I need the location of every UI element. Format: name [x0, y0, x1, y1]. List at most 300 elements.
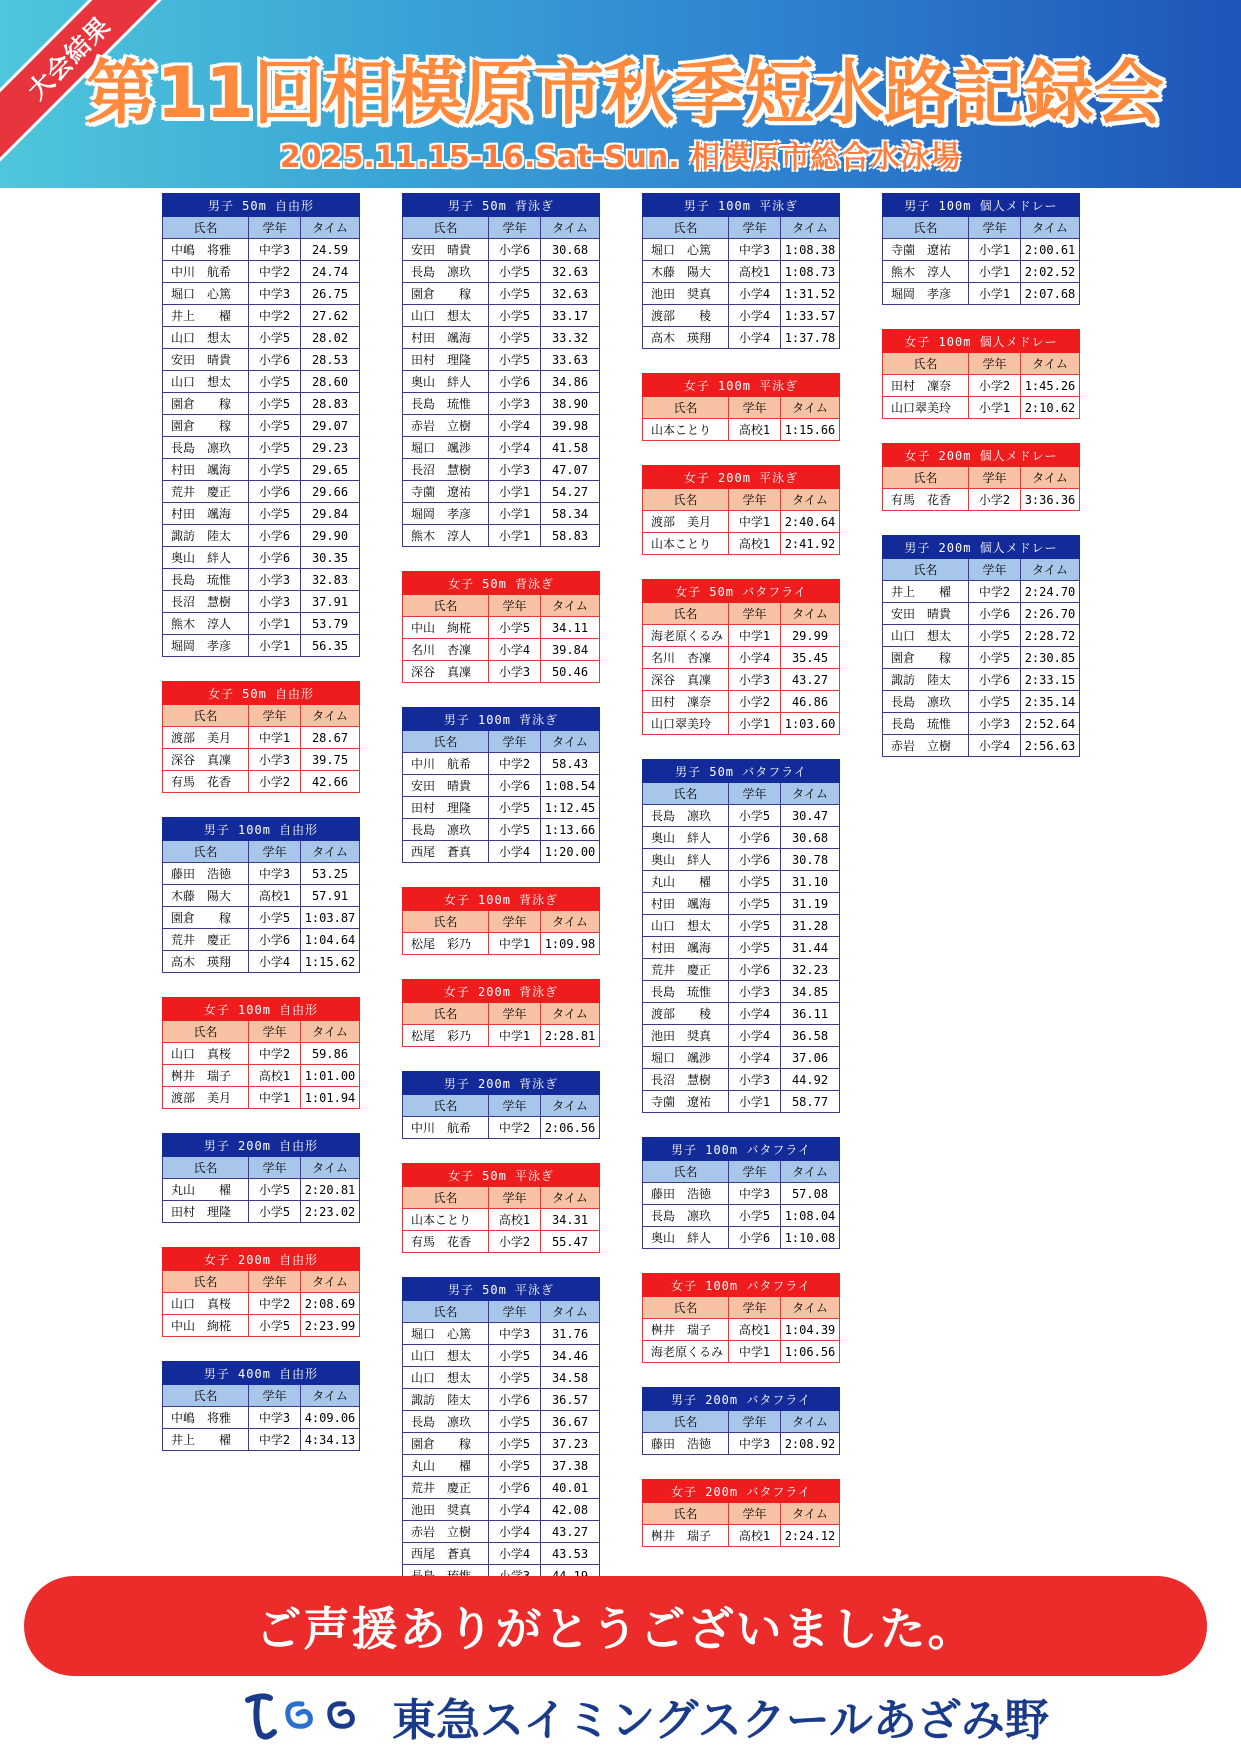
event-result-table — [642, 1273, 840, 1363]
table-row — [163, 415, 360, 437]
swimmer-grade: 高校1 — [489, 1209, 541, 1231]
table-row — [643, 261, 840, 283]
swimmer-grade: 小学3 — [249, 591, 301, 613]
swim-time: 29.07 — [301, 415, 360, 437]
column-header-row — [643, 1411, 840, 1433]
column-header-row — [643, 217, 840, 239]
table-row — [643, 871, 840, 893]
table-row — [403, 1231, 600, 1253]
table-row — [403, 327, 600, 349]
event-title-row — [403, 1278, 600, 1301]
swim-time: 39.98 — [541, 415, 600, 437]
swim-time: 31.28 — [781, 915, 840, 937]
event-result-table — [402, 707, 600, 863]
time-header: タイム — [1021, 353, 1080, 375]
table-row — [403, 1455, 600, 1477]
tss-logo-icon — [240, 1686, 380, 1746]
swim-time: 34.86 — [541, 371, 600, 393]
time-header: タイム — [781, 1503, 840, 1525]
table-row — [403, 371, 600, 393]
swimmer-grade: 小学5 — [249, 907, 301, 929]
swimmer-name: 長島 凛玖 — [163, 437, 249, 459]
swim-time: 30.47 — [781, 805, 840, 827]
table-row — [883, 603, 1080, 625]
swim-time: 2:40.64 — [781, 511, 840, 533]
table-row — [163, 283, 360, 305]
event-title-row — [883, 194, 1080, 217]
swimmer-grade: 小学5 — [489, 261, 541, 283]
swimmer-name: 堀口 颯渉 — [643, 1047, 729, 1069]
swim-time: 30.68 — [781, 827, 840, 849]
swimmer-name: 赤岩 立樹 — [883, 735, 969, 757]
swimmer-grade: 小学5 — [729, 915, 781, 937]
name-header: 氏名 — [643, 1411, 729, 1433]
swimmer-name: 渡部 美月 — [643, 511, 729, 533]
swimmer-name: 奥山 絆人 — [643, 827, 729, 849]
swim-time: 2:28.81 — [541, 1025, 600, 1047]
swimmer-name: 中川 航希 — [163, 261, 249, 283]
event-title: 女子 50m 平泳ぎ — [403, 1164, 600, 1187]
table-row — [403, 1499, 600, 1521]
swimmer-name: 奥山 絆人 — [403, 371, 489, 393]
swim-time: 33.32 — [541, 327, 600, 349]
swimmer-name: 山口翠美玲 — [883, 397, 969, 419]
table-row — [163, 1201, 360, 1223]
event-title: 女子 100m バタフライ — [643, 1274, 840, 1297]
swimmer-grade: 小学3 — [729, 1069, 781, 1091]
event-title-row — [163, 998, 360, 1021]
grade-header: 学年 — [249, 705, 301, 727]
column-header-row — [163, 1271, 360, 1293]
column-header-row — [403, 595, 600, 617]
table-row — [163, 1065, 360, 1087]
swim-time: 1:09.98 — [541, 933, 600, 955]
swimmer-grade: 小学5 — [729, 937, 781, 959]
swim-time: 53.79 — [301, 613, 360, 635]
table-row — [643, 305, 840, 327]
swim-time: 41.58 — [541, 437, 600, 459]
swimmer-name: 長島 凛玖 — [403, 1411, 489, 1433]
swimmer-name: 園倉 稼 — [163, 907, 249, 929]
swimmer-name: 西尾 蒼真 — [403, 1543, 489, 1565]
swimmer-name: 池田 奨真 — [643, 1025, 729, 1047]
table-row — [163, 1087, 360, 1109]
table-row — [403, 503, 600, 525]
swimmer-grade: 小学1 — [489, 481, 541, 503]
swimmer-grade: 小学5 — [729, 1205, 781, 1227]
table-row — [643, 419, 840, 441]
swimmer-grade: 小学5 — [969, 691, 1021, 713]
table-row — [163, 929, 360, 951]
event-result-table — [882, 193, 1080, 305]
swimmer-grade: 小学4 — [729, 1047, 781, 1069]
swimmer-grade: 小学4 — [489, 1521, 541, 1543]
event-title-row — [883, 444, 1080, 467]
swimmer-name: 荒井 慶正 — [163, 481, 249, 503]
name-header: 氏名 — [643, 1503, 729, 1525]
swimmer-name: 山本ことり — [643, 419, 729, 441]
name-header: 氏名 — [163, 1385, 249, 1407]
column-header-row — [403, 731, 600, 753]
column-header-row — [403, 1003, 600, 1025]
swimmer-name: 荒井 慶正 — [643, 959, 729, 981]
swimmer-grade: 小学5 — [969, 647, 1021, 669]
swimmer-name: 山口 想太 — [163, 327, 249, 349]
swimmer-name: 村田 颯海 — [403, 327, 489, 349]
swimmer-grade: 小学6 — [489, 371, 541, 393]
swimmer-name: 中川 航希 — [403, 1117, 489, 1139]
results-column-4 — [882, 193, 1079, 781]
column-header-row — [883, 467, 1080, 489]
table-row — [403, 1209, 600, 1231]
name-header: 氏名 — [643, 217, 729, 239]
event-result-table — [162, 1133, 360, 1223]
swimmer-grade: 小学5 — [249, 1179, 301, 1201]
column-header-row — [403, 1095, 600, 1117]
table-row — [643, 1183, 840, 1205]
swimmer-name: 藤田 浩徳 — [643, 1433, 729, 1455]
swimmer-grade: 小学5 — [249, 371, 301, 393]
swimmer-grade: 小学3 — [489, 393, 541, 415]
swimmer-name: 高木 瑛翔 — [643, 327, 729, 349]
swimmer-name: 堀岡 孝彦 — [883, 283, 969, 305]
table-row — [643, 1227, 840, 1249]
grade-header: 学年 — [729, 783, 781, 805]
swimmer-name: 丸山 櫂 — [403, 1455, 489, 1477]
event-title: 女子 200m バタフライ — [643, 1480, 840, 1503]
table-row — [163, 393, 360, 415]
grade-header: 学年 — [969, 353, 1021, 375]
swim-time: 2:20.81 — [301, 1179, 360, 1201]
swimmer-grade: 中学3 — [249, 863, 301, 885]
event-result-table — [402, 571, 600, 683]
swimmer-grade: 小学3 — [249, 749, 301, 771]
swim-time: 36.11 — [781, 1003, 840, 1025]
event-result-table — [402, 887, 600, 955]
swimmer-name: 寺薗 遼祐 — [403, 481, 489, 503]
swim-time: 1:15.66 — [781, 419, 840, 441]
swimmer-grade: 小学1 — [969, 261, 1021, 283]
swim-time: 29.90 — [301, 525, 360, 547]
swimmer-grade: 小学6 — [729, 827, 781, 849]
swimmer-name: 園倉 稼 — [883, 647, 969, 669]
table-row — [163, 727, 360, 749]
swimmer-name: 熊木 淳人 — [883, 261, 969, 283]
swimmer-name: 村田 颯海 — [163, 459, 249, 481]
swimmer-grade: 小学4 — [729, 647, 781, 669]
swimmer-name: 長島 琉惟 — [163, 569, 249, 591]
event-title: 男子 200m 個人メドレー — [883, 536, 1080, 559]
swimmer-grade: 小学6 — [729, 849, 781, 871]
table-row — [163, 863, 360, 885]
table-row — [643, 1003, 840, 1025]
swimmer-grade: 高校1 — [249, 1065, 301, 1087]
table-row — [643, 1525, 840, 1547]
swim-time: 1:03.60 — [781, 713, 840, 735]
column-header-row — [643, 1161, 840, 1183]
swim-time: 26.75 — [301, 283, 360, 305]
swimmer-grade: 中学2 — [249, 305, 301, 327]
grade-header: 学年 — [249, 217, 301, 239]
grade-header: 学年 — [249, 1021, 301, 1043]
swimmer-name: 有馬 花香 — [403, 1231, 489, 1253]
event-result-table — [642, 373, 840, 441]
swimmer-name: 深谷 真凜 — [163, 749, 249, 771]
table-row — [163, 1293, 360, 1315]
column-header-row — [163, 217, 360, 239]
table-row — [403, 1025, 600, 1047]
swim-time: 1:45.26 — [1021, 375, 1080, 397]
time-header: タイム — [781, 217, 840, 239]
time-header: タイム — [781, 1411, 840, 1433]
swim-time: 2:28.72 — [1021, 625, 1080, 647]
table-row — [643, 239, 840, 261]
swimmer-grade: 中学1 — [729, 625, 781, 647]
event-title: 女子 50m 背泳ぎ — [403, 572, 600, 595]
swim-time: 37.91 — [301, 591, 360, 613]
event-title-row — [403, 708, 600, 731]
swim-time: 1:01.00 — [301, 1065, 360, 1087]
event-title: 男子 50m 平泳ぎ — [403, 1278, 600, 1301]
table-row — [163, 591, 360, 613]
swimmer-grade: 中学1 — [489, 933, 541, 955]
swimmer-grade: 小学6 — [729, 1227, 781, 1249]
swim-time: 31.44 — [781, 937, 840, 959]
swimmer-name: 有馬 花香 — [883, 489, 969, 511]
table-row — [163, 635, 360, 657]
swimmer-grade: 小学2 — [969, 375, 1021, 397]
swimmer-grade: 小学1 — [729, 713, 781, 735]
swim-time: 1:04.64 — [301, 929, 360, 951]
swim-time: 50.46 — [541, 661, 600, 683]
table-row — [403, 1521, 600, 1543]
event-result-table — [162, 1247, 360, 1337]
swimmer-grade: 小学3 — [969, 713, 1021, 735]
swim-time: 42.08 — [541, 1499, 600, 1521]
column-header-row — [403, 1301, 600, 1323]
event-result-table — [402, 1277, 600, 1609]
swim-time: 44.92 — [781, 1069, 840, 1091]
swimmer-name: 寺薗 遼祐 — [883, 239, 969, 261]
swim-time: 2:23.99 — [301, 1315, 360, 1337]
event-date-venue: 2025.11.15-16.Sat-Sun. 相模原市総合水泳場 — [279, 140, 961, 175]
swimmer-name: 安田 晴貴 — [403, 775, 489, 797]
swimmer-grade: 小学5 — [249, 503, 301, 525]
swimmer-name: 松尾 彩乃 — [403, 1025, 489, 1047]
swimmer-grade: 小学6 — [249, 349, 301, 371]
swim-time: 58.43 — [541, 753, 600, 775]
swim-time: 2:30.85 — [1021, 647, 1080, 669]
swim-time: 34.31 — [541, 1209, 600, 1231]
swimmer-name: 田村 理隆 — [163, 1201, 249, 1223]
swimmer-name: 名川 杏凜 — [643, 647, 729, 669]
swimmer-grade: 小学5 — [489, 797, 541, 819]
table-row — [403, 933, 600, 955]
swimmer-grade: 中学1 — [729, 511, 781, 533]
swimmer-grade: 小学4 — [729, 327, 781, 349]
table-row — [403, 415, 600, 437]
table-row — [403, 459, 600, 481]
name-header: 氏名 — [643, 397, 729, 419]
time-header: タイム — [301, 1021, 360, 1043]
table-row — [643, 669, 840, 691]
table-row — [883, 239, 1080, 261]
time-header: タイム — [781, 1161, 840, 1183]
swimmer-grade: 小学1 — [489, 503, 541, 525]
name-header: 氏名 — [163, 1021, 249, 1043]
event-result-table — [642, 579, 840, 735]
swimmer-grade: 小学5 — [489, 819, 541, 841]
swimmer-grade: 小学3 — [489, 459, 541, 481]
swimmer-grade: 小学6 — [249, 929, 301, 951]
swim-time: 32.83 — [301, 569, 360, 591]
swimmer-grade: 高校1 — [729, 419, 781, 441]
swimmer-name: 安田 晴貴 — [403, 239, 489, 261]
table-row — [643, 915, 840, 937]
swimmer-grade: 小学6 — [489, 239, 541, 261]
event-result-table — [402, 979, 600, 1047]
swim-time: 55.47 — [541, 1231, 600, 1253]
grade-header: 学年 — [729, 1297, 781, 1319]
table-row — [163, 1315, 360, 1337]
header-banner — [0, 0, 1241, 188]
event-result-table — [162, 193, 360, 657]
swim-time: 34.58 — [541, 1367, 600, 1389]
swim-time: 40.01 — [541, 1477, 600, 1499]
swimmer-name: 桝井 瑞子 — [643, 1525, 729, 1547]
table-row — [163, 327, 360, 349]
swimmer-grade: 小学2 — [969, 489, 1021, 511]
swimmer-grade: 小学5 — [249, 393, 301, 415]
column-header-row — [163, 841, 360, 863]
swim-time: 1:08.73 — [781, 261, 840, 283]
table-row — [403, 393, 600, 415]
swimmer-name: 田村 凜奈 — [643, 691, 729, 713]
table-row — [643, 827, 840, 849]
column-header-row — [403, 217, 600, 239]
swim-time: 2:08.69 — [301, 1293, 360, 1315]
time-header: タイム — [1021, 467, 1080, 489]
swim-time: 58.77 — [781, 1091, 840, 1113]
swim-time: 32.23 — [781, 959, 840, 981]
table-row — [403, 775, 600, 797]
table-row — [883, 261, 1080, 283]
swim-time: 29.65 — [301, 459, 360, 481]
event-title-row — [403, 572, 600, 595]
swimmer-grade: 小学5 — [969, 625, 1021, 647]
table-row — [403, 239, 600, 261]
event-result-table — [162, 997, 360, 1109]
brand-footer — [240, 1686, 1060, 1746]
swimmer-grade: 小学5 — [249, 327, 301, 349]
results-column-2 — [402, 193, 599, 1633]
table-row — [643, 691, 840, 713]
table-row — [403, 349, 600, 371]
swimmer-name: 桝井 瑞子 — [643, 1319, 729, 1341]
swimmer-grade: 中学1 — [489, 1025, 541, 1047]
swim-time: 2:06.56 — [541, 1117, 600, 1139]
table-row — [163, 481, 360, 503]
table-row — [163, 613, 360, 635]
swim-time: 32.63 — [541, 261, 600, 283]
name-header: 氏名 — [163, 841, 249, 863]
table-row — [883, 581, 1080, 603]
event-title-row — [163, 682, 360, 705]
swimmer-name: 中山 絢椛 — [403, 617, 489, 639]
swimmer-name: 長島 凛玖 — [403, 819, 489, 841]
swim-time: 1:31.52 — [781, 283, 840, 305]
grade-header: 学年 — [969, 559, 1021, 581]
swimmer-grade: 小学5 — [729, 893, 781, 915]
event-title: 女子 200m 自由形 — [163, 1248, 360, 1271]
table-row — [643, 805, 840, 827]
swim-time: 2:00.61 — [1021, 239, 1080, 261]
swim-time: 29.84 — [301, 503, 360, 525]
swimmer-grade: 小学5 — [249, 437, 301, 459]
table-row — [163, 1179, 360, 1201]
time-header: タイム — [541, 1301, 600, 1323]
time-header: タイム — [781, 783, 840, 805]
swimmer-name: 堀口 心篤 — [403, 1323, 489, 1345]
name-header: 氏名 — [403, 217, 489, 239]
time-header: タイム — [1021, 217, 1080, 239]
swimmer-grade: 中学3 — [729, 239, 781, 261]
table-row — [163, 951, 360, 973]
table-row — [643, 937, 840, 959]
swim-time: 1:01.94 — [301, 1087, 360, 1109]
results-column-1 — [162, 193, 359, 1475]
table-row — [643, 1319, 840, 1341]
swimmer-name: 渡部 美月 — [163, 1087, 249, 1109]
event-title-row — [403, 194, 600, 217]
event-title: 男子 50m バタフライ — [643, 760, 840, 783]
swimmer-name: 木藤 陽大 — [163, 885, 249, 907]
swim-time: 3:36.36 — [1021, 489, 1080, 511]
name-header: 氏名 — [163, 705, 249, 727]
swimmer-name: 堀口 心篤 — [643, 239, 729, 261]
swimmer-name: 村田 颯海 — [163, 503, 249, 525]
column-header-row — [643, 1503, 840, 1525]
event-title: 女子 200m 背泳ぎ — [403, 980, 600, 1003]
table-row — [403, 841, 600, 863]
swimmer-name: 中嶋 将雅 — [163, 239, 249, 261]
swim-time: 1:33.57 — [781, 305, 840, 327]
table-row — [643, 283, 840, 305]
swimmer-grade: 小学6 — [489, 1389, 541, 1411]
event-title: 男子 100m 個人メドレー — [883, 194, 1080, 217]
table-row — [643, 1069, 840, 1091]
table-row — [643, 625, 840, 647]
table-row — [403, 1117, 600, 1139]
event-title-row — [643, 760, 840, 783]
swim-time: 1:06.56 — [781, 1341, 840, 1363]
table-row — [643, 327, 840, 349]
grade-header: 学年 — [489, 1301, 541, 1323]
swimmer-name: 山口翠美玲 — [643, 713, 729, 735]
swimmer-name: 堀岡 孝彦 — [163, 635, 249, 657]
brand-name: 東急スイミングスクールあざみ野 — [392, 1695, 1049, 1746]
swimmer-grade: 小学5 — [489, 1433, 541, 1455]
swimmer-grade: 小学4 — [489, 1499, 541, 1521]
event-title-row — [403, 1164, 600, 1187]
swimmer-grade: 小学4 — [729, 1025, 781, 1047]
swimmer-name: 海老原くるみ — [643, 1341, 729, 1363]
event-title: 女子 100m 背泳ぎ — [403, 888, 600, 911]
swimmer-name: 荒井 慶正 — [403, 1477, 489, 1499]
name-header: 氏名 — [403, 731, 489, 753]
table-row — [883, 647, 1080, 669]
swimmer-grade: 小学5 — [489, 283, 541, 305]
